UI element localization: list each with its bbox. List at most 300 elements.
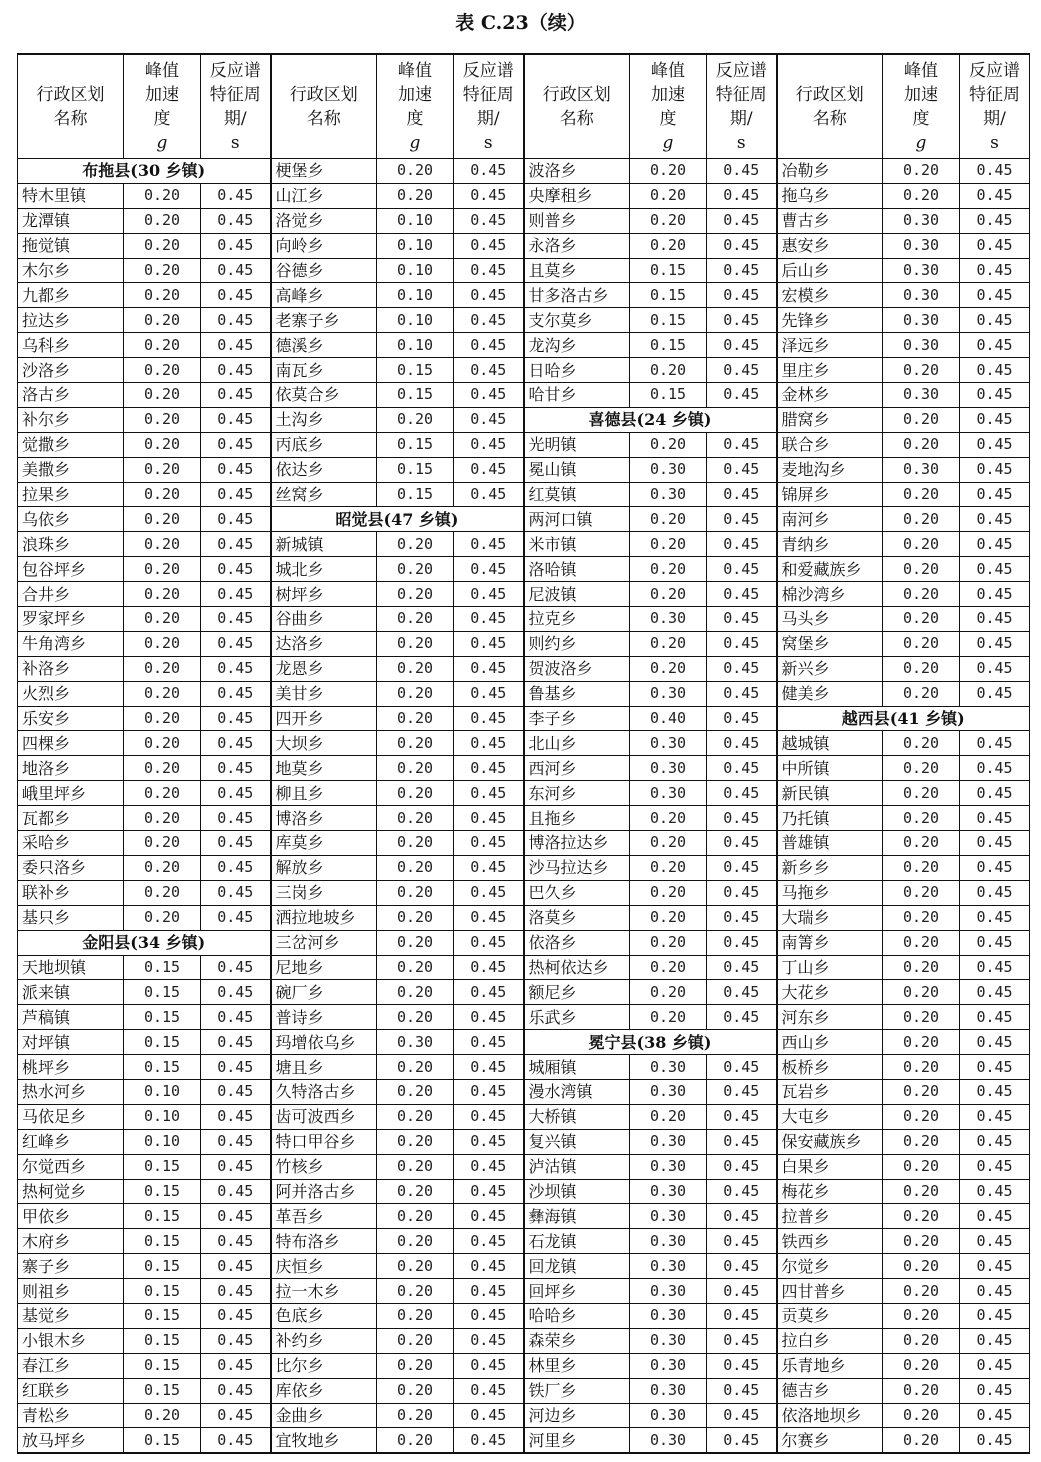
- peak-acceleration-value: 0.20: [124, 308, 201, 333]
- peak-acceleration-value: 0.20: [377, 1079, 454, 1104]
- peak-acceleration-value: 0.20: [124, 781, 201, 806]
- header-peak-acceleration: 峰值 加速 度 g: [883, 54, 960, 159]
- peak-acceleration-value: 0.20: [377, 1129, 454, 1154]
- peak-acceleration-value: 0.30: [630, 1129, 707, 1154]
- peak-acceleration-value: 0.20: [124, 208, 201, 233]
- peak-acceleration-value: 0.20: [377, 407, 454, 432]
- township-name: 基只乡: [18, 905, 124, 930]
- township-name: 河东乡: [777, 1005, 883, 1030]
- characteristic-period-value: 0.45: [454, 656, 524, 681]
- township-name: 包谷坪乡: [18, 557, 124, 582]
- township-name: 央摩租乡: [524, 183, 630, 208]
- township-name: 普雄镇: [777, 831, 883, 856]
- characteristic-period-value: 0.45: [960, 656, 1030, 681]
- characteristic-period-value: 0.45: [454, 532, 524, 557]
- township-name: 基觉乡: [18, 1303, 124, 1328]
- peak-acceleration-value: 0.20: [377, 1428, 454, 1453]
- township-name: 锦屏乡: [777, 482, 883, 507]
- characteristic-period-value: 0.45: [454, 283, 524, 308]
- characteristic-period-value: 0.45: [201, 1204, 271, 1229]
- peak-acceleration-value: 0.30: [630, 1378, 707, 1403]
- township-name: 腊窝乡: [777, 407, 883, 432]
- peak-acceleration-value: 0.20: [630, 955, 707, 980]
- township-name: 合井乡: [18, 582, 124, 607]
- township-name: 热柯依达乡: [524, 955, 630, 980]
- characteristic-period-value: 0.45: [707, 258, 777, 283]
- characteristic-period-value: 0.45: [201, 283, 271, 308]
- township-name: 甘多洛古乡: [524, 283, 630, 308]
- table-row: [18, 457, 1030, 482]
- township-name: 漫水湾镇: [524, 1079, 630, 1104]
- township-name: 寨子乡: [18, 1254, 124, 1279]
- peak-acceleration-value: 0.20: [124, 283, 201, 308]
- characteristic-period-value: 0.45: [960, 781, 1030, 806]
- peak-acceleration-value: 0.20: [377, 855, 454, 880]
- peak-acceleration-value: 0.20: [883, 1079, 960, 1104]
- characteristic-period-value: 0.45: [707, 656, 777, 681]
- township-name: 宏模乡: [777, 283, 883, 308]
- township-name: 柳且乡: [271, 781, 377, 806]
- peak-acceleration-value: 0.30: [377, 1030, 454, 1055]
- peak-acceleration-value: 0.20: [377, 607, 454, 632]
- characteristic-period-value: 0.45: [454, 905, 524, 930]
- characteristic-period-value: 0.45: [201, 831, 271, 856]
- characteristic-period-value: 0.45: [454, 631, 524, 656]
- peak-acceleration-value: 0.20: [377, 159, 454, 184]
- table-row: [18, 283, 1030, 308]
- characteristic-period-value: 0.45: [454, 557, 524, 582]
- characteristic-period-value: 0.45: [707, 1079, 777, 1104]
- characteristic-period-value: 0.45: [960, 980, 1030, 1005]
- peak-acceleration-value: 0.20: [883, 1254, 960, 1279]
- characteristic-period-value: 0.45: [707, 457, 777, 482]
- characteristic-period-value: 0.45: [201, 432, 271, 457]
- characteristic-period-value: 0.45: [201, 1055, 271, 1080]
- peak-acceleration-value: 0.20: [124, 457, 201, 482]
- characteristic-period-value: 0.45: [960, 831, 1030, 856]
- township-name: 瓦岩乡: [777, 1079, 883, 1104]
- header-name: 行政区划 名称: [271, 54, 377, 159]
- township-name: 梗堡乡: [271, 159, 377, 184]
- peak-acceleration-value: 0.15: [124, 1303, 201, 1328]
- table-row: [18, 333, 1030, 358]
- peak-acceleration-value: 0.20: [377, 781, 454, 806]
- peak-acceleration-value: 0.20: [124, 706, 201, 731]
- characteristic-period-value: 0.45: [454, 1055, 524, 1080]
- township-name: 齿可波西乡: [271, 1104, 377, 1129]
- header-characteristic-period: 反应谱 特征周 期/ s: [454, 54, 524, 159]
- peak-acceleration-value: 0.20: [883, 756, 960, 781]
- township-name: 德吉乡: [777, 1378, 883, 1403]
- table-row: [18, 208, 1030, 233]
- characteristic-period-value: 0.45: [201, 208, 271, 233]
- peak-acceleration-value: 0.20: [630, 208, 707, 233]
- characteristic-period-value: 0.45: [707, 532, 777, 557]
- township-name: 光明镇: [524, 432, 630, 457]
- characteristic-period-value: 0.45: [707, 855, 777, 880]
- characteristic-period-value: 0.45: [960, 855, 1030, 880]
- peak-acceleration-value: 0.30: [883, 383, 960, 408]
- township-name: 白果乡: [777, 1154, 883, 1179]
- characteristic-period-value: 0.45: [454, 756, 524, 781]
- township-name: 桃坪乡: [18, 1055, 124, 1080]
- township-name: 洛古乡: [18, 383, 124, 408]
- characteristic-period-value: 0.45: [454, 233, 524, 258]
- characteristic-period-value: 0.45: [454, 980, 524, 1005]
- peak-acceleration-value: 0.20: [630, 507, 707, 532]
- table-row: [18, 1378, 1030, 1403]
- characteristic-period-value: 0.45: [201, 358, 271, 383]
- characteristic-period-value: 0.45: [454, 582, 524, 607]
- characteristic-period-value: 0.45: [201, 308, 271, 333]
- township-name: 窝堡乡: [777, 631, 883, 656]
- peak-acceleration-value: 0.20: [124, 432, 201, 457]
- characteristic-period-value: 0.45: [201, 482, 271, 507]
- peak-acceleration-value: 0.10: [124, 1129, 201, 1154]
- township-name: 巴久乡: [524, 880, 630, 905]
- table-row: [18, 383, 1030, 408]
- characteristic-period-value: 0.45: [707, 1154, 777, 1179]
- township-name: 哈哈乡: [524, 1303, 630, 1328]
- township-name: 金曲乡: [271, 1403, 377, 1428]
- peak-acceleration-value: 0.20: [883, 1303, 960, 1328]
- peak-acceleration-value: 0.10: [124, 1079, 201, 1104]
- characteristic-period-value: 0.45: [960, 1104, 1030, 1129]
- peak-acceleration-value: 0.30: [630, 1179, 707, 1204]
- peak-acceleration-value: 0.30: [630, 1229, 707, 1254]
- characteristic-period-value: 0.45: [960, 457, 1030, 482]
- township-name: 拉果乡: [18, 482, 124, 507]
- township-name: 里庄乡: [777, 358, 883, 383]
- peak-acceleration-value: 0.20: [630, 656, 707, 681]
- header-peak-acceleration: 峰值 加速 度 g: [377, 54, 454, 159]
- peak-acceleration-value: 0.20: [883, 1154, 960, 1179]
- township-name: 后山乡: [777, 258, 883, 283]
- township-name: 龙潭镇: [18, 208, 124, 233]
- characteristic-period-value: 0.45: [707, 1129, 777, 1154]
- township-name: 尔觉西乡: [18, 1154, 124, 1179]
- township-name: 西河乡: [524, 756, 630, 781]
- township-name: 派来镇: [18, 980, 124, 1005]
- township-name: 红莫镇: [524, 482, 630, 507]
- township-name: 四棵乡: [18, 731, 124, 756]
- peak-acceleration-value: 0.10: [377, 308, 454, 333]
- peak-acceleration-value: 0.20: [883, 1279, 960, 1304]
- township-name: 则普乡: [524, 208, 630, 233]
- township-name: 木尔乡: [18, 258, 124, 283]
- peak-acceleration-value: 0.20: [124, 806, 201, 831]
- township-name: 土沟乡: [271, 407, 377, 432]
- header-name: 行政区划 名称: [777, 54, 883, 159]
- characteristic-period-value: 0.45: [454, 159, 524, 184]
- township-name: 泽远乡: [777, 333, 883, 358]
- peak-acceleration-value: 0.20: [377, 681, 454, 706]
- header-characteristic-period: 反应谱 特征周 期/ s: [960, 54, 1030, 159]
- peak-acceleration-value: 0.15: [124, 1005, 201, 1030]
- peak-acceleration-value: 0.15: [377, 432, 454, 457]
- characteristic-period-value: 0.45: [960, 1055, 1030, 1080]
- header-peak-acceleration: 峰值 加速 度 g: [124, 54, 201, 159]
- township-name: 采哈乡: [18, 831, 124, 856]
- table-row: [18, 1204, 1030, 1229]
- table-row: [18, 258, 1030, 283]
- characteristic-period-value: 0.45: [960, 1428, 1030, 1453]
- peak-acceleration-value: 0.30: [630, 1279, 707, 1304]
- characteristic-period-value: 0.45: [201, 1279, 271, 1304]
- characteristic-period-value: 0.45: [707, 159, 777, 184]
- table-row: [18, 1055, 1030, 1080]
- characteristic-period-value: 0.45: [454, 831, 524, 856]
- peak-acceleration-value: 0.20: [883, 681, 960, 706]
- peak-acceleration-value: 0.20: [124, 183, 201, 208]
- township-name: 尼地乡: [271, 955, 377, 980]
- township-name: 拖乌乡: [777, 183, 883, 208]
- township-name: 四开乡: [271, 706, 377, 731]
- township-name: 拖觉镇: [18, 233, 124, 258]
- header-name: 行政区划 名称: [18, 54, 124, 159]
- township-name: 补尔乡: [18, 407, 124, 432]
- characteristic-period-value: 0.45: [201, 333, 271, 358]
- peak-acceleration-value: 0.20: [883, 781, 960, 806]
- characteristic-period-value: 0.45: [707, 208, 777, 233]
- characteristic-period-value: 0.45: [960, 333, 1030, 358]
- peak-acceleration-value: 0.15: [377, 358, 454, 383]
- characteristic-period-value: 0.45: [201, 905, 271, 930]
- characteristic-period-value: 0.45: [201, 507, 271, 532]
- characteristic-period-value: 0.45: [707, 781, 777, 806]
- characteristic-period-value: 0.45: [201, 781, 271, 806]
- township-name: 城北乡: [271, 557, 377, 582]
- peak-acceleration-value: 0.20: [377, 1055, 454, 1080]
- peak-acceleration-value: 0.20: [124, 358, 201, 383]
- peak-acceleration-value: 0.10: [377, 208, 454, 233]
- characteristic-period-value: 0.45: [960, 905, 1030, 930]
- township-name: 铁厂乡: [524, 1378, 630, 1403]
- table-row: [18, 1428, 1030, 1453]
- table-row: [18, 308, 1030, 333]
- peak-acceleration-value: 0.20: [883, 1378, 960, 1403]
- township-name: 大桥镇: [524, 1104, 630, 1129]
- characteristic-period-value: 0.45: [201, 1229, 271, 1254]
- peak-acceleration-value: 0.20: [883, 731, 960, 756]
- township-name: 金林乡: [777, 383, 883, 408]
- township-name: 洛觉乡: [271, 208, 377, 233]
- township-name: 曹古乡: [777, 208, 883, 233]
- township-name: 铁西乡: [777, 1229, 883, 1254]
- township-name: 拉一木乡: [271, 1279, 377, 1304]
- characteristic-period-value: 0.45: [960, 806, 1030, 831]
- characteristic-period-value: 0.45: [960, 1229, 1030, 1254]
- township-name: 宜牧地乡: [271, 1428, 377, 1453]
- peak-acceleration-value: 0.20: [124, 507, 201, 532]
- peak-acceleration-value: 0.20: [124, 756, 201, 781]
- characteristic-period-value: 0.45: [201, 1303, 271, 1328]
- table-row: [18, 358, 1030, 383]
- characteristic-period-value: 0.45: [201, 607, 271, 632]
- county-heading: 布拖县(30 乡镇): [18, 159, 271, 184]
- characteristic-period-value: 0.45: [707, 756, 777, 781]
- characteristic-period-value: 0.45: [707, 1229, 777, 1254]
- peak-acceleration-value: 0.30: [630, 1254, 707, 1279]
- peak-acceleration-value: 0.40: [630, 706, 707, 731]
- characteristic-period-value: 0.45: [454, 731, 524, 756]
- characteristic-period-value: 0.45: [707, 806, 777, 831]
- characteristic-period-value: 0.45: [454, 1328, 524, 1353]
- characteristic-period-value: 0.45: [201, 631, 271, 656]
- peak-acceleration-value: 0.20: [630, 532, 707, 557]
- peak-acceleration-value: 0.15: [630, 258, 707, 283]
- peak-acceleration-value: 0.15: [124, 1378, 201, 1403]
- characteristic-period-value: 0.45: [707, 955, 777, 980]
- township-name: 棉沙湾乡: [777, 582, 883, 607]
- peak-acceleration-value: 0.15: [377, 457, 454, 482]
- characteristic-period-value: 0.45: [201, 731, 271, 756]
- peak-acceleration-value: 0.20: [377, 582, 454, 607]
- township-name: 牛角湾乡: [18, 631, 124, 656]
- peak-acceleration-value: 0.15: [124, 1204, 201, 1229]
- characteristic-period-value: 0.45: [707, 1005, 777, 1030]
- peak-acceleration-value: 0.20: [124, 407, 201, 432]
- township-name: 瓦都乡: [18, 806, 124, 831]
- table-row: [18, 1179, 1030, 1204]
- township-name: 河边乡: [524, 1403, 630, 1428]
- peak-acceleration-value: 0.20: [883, 432, 960, 457]
- peak-acceleration-value: 0.30: [883, 233, 960, 258]
- characteristic-period-value: 0.45: [960, 955, 1030, 980]
- township-name: 依达乡: [271, 457, 377, 482]
- township-name: 沙马拉达乡: [524, 855, 630, 880]
- characteristic-period-value: 0.45: [960, 1378, 1030, 1403]
- characteristic-period-value: 0.45: [201, 532, 271, 557]
- township-name: 南瓦乡: [271, 358, 377, 383]
- characteristic-period-value: 0.45: [960, 1403, 1030, 1428]
- peak-acceleration-value: 0.20: [124, 880, 201, 905]
- peak-acceleration-value: 0.30: [630, 781, 707, 806]
- characteristic-period-value: 0.45: [960, 482, 1030, 507]
- peak-acceleration-value: 0.20: [883, 1129, 960, 1154]
- peak-acceleration-value: 0.20: [883, 631, 960, 656]
- peak-acceleration-value: 0.15: [630, 383, 707, 408]
- peak-acceleration-value: 0.20: [124, 532, 201, 557]
- township-name: 梅花乡: [777, 1179, 883, 1204]
- characteristic-period-value: 0.45: [201, 407, 271, 432]
- characteristic-period-value: 0.45: [454, 681, 524, 706]
- peak-acceleration-value: 0.20: [377, 706, 454, 731]
- characteristic-period-value: 0.45: [960, 1179, 1030, 1204]
- characteristic-period-value: 0.45: [960, 1129, 1030, 1154]
- township-name: 冕山镇: [524, 457, 630, 482]
- township-name: 联补乡: [18, 880, 124, 905]
- characteristic-period-value: 0.45: [960, 258, 1030, 283]
- table-row: [18, 1005, 1030, 1030]
- peak-acceleration-value: 0.20: [630, 159, 707, 184]
- characteristic-period-value: 0.45: [707, 980, 777, 1005]
- characteristic-period-value: 0.45: [201, 1328, 271, 1353]
- characteristic-period-value: 0.45: [454, 1154, 524, 1179]
- peak-acceleration-value: 0.30: [883, 308, 960, 333]
- peak-acceleration-value: 0.20: [883, 955, 960, 980]
- table-row: [18, 930, 1030, 955]
- peak-acceleration-value: 0.20: [377, 756, 454, 781]
- peak-acceleration-value: 0.30: [883, 258, 960, 283]
- characteristic-period-value: 0.45: [707, 432, 777, 457]
- township-name: 地莫乡: [271, 756, 377, 781]
- township-name: 依莫合乡: [271, 383, 377, 408]
- township-name: 热柯觉乡: [18, 1179, 124, 1204]
- peak-acceleration-value: 0.20: [883, 1403, 960, 1428]
- township-name: 青纳乡: [777, 532, 883, 557]
- township-name: 新乡乡: [777, 855, 883, 880]
- peak-acceleration-value: 0.20: [377, 731, 454, 756]
- township-name: 春江乡: [18, 1353, 124, 1378]
- peak-acceleration-value: 0.10: [124, 1104, 201, 1129]
- characteristic-period-value: 0.45: [960, 358, 1030, 383]
- township-name: 洒拉地坡乡: [271, 905, 377, 930]
- characteristic-period-value: 0.45: [960, 383, 1030, 408]
- characteristic-period-value: 0.45: [454, 333, 524, 358]
- peak-acceleration-value: 0.15: [124, 980, 201, 1005]
- characteristic-period-value: 0.45: [454, 1079, 524, 1104]
- characteristic-period-value: 0.45: [454, 1279, 524, 1304]
- characteristic-period-value: 0.45: [960, 557, 1030, 582]
- characteristic-period-value: 0.45: [707, 1403, 777, 1428]
- peak-acceleration-value: 0.20: [124, 1403, 201, 1428]
- township-name: 健美乡: [777, 681, 883, 706]
- peak-acceleration-value: 0.15: [124, 1428, 201, 1453]
- characteristic-period-value: 0.45: [454, 432, 524, 457]
- township-name: 地洛乡: [18, 756, 124, 781]
- township-name: 乌科乡: [18, 333, 124, 358]
- township-name: 树坪乡: [271, 582, 377, 607]
- township-name: 四甘普乡: [777, 1279, 883, 1304]
- table-row: [18, 855, 1030, 880]
- characteristic-period-value: 0.45: [454, 1403, 524, 1428]
- characteristic-period-value: 0.45: [960, 159, 1030, 184]
- peak-acceleration-value: 0.30: [883, 457, 960, 482]
- peak-acceleration-value: 0.15: [124, 1229, 201, 1254]
- peak-acceleration-value: 0.20: [630, 183, 707, 208]
- characteristic-period-value: 0.45: [454, 781, 524, 806]
- characteristic-period-value: 0.45: [960, 731, 1030, 756]
- characteristic-period-value: 0.45: [201, 756, 271, 781]
- characteristic-period-value: 0.45: [201, 457, 271, 482]
- township-name: 委只洛乡: [18, 855, 124, 880]
- characteristic-period-value: 0.45: [960, 1254, 1030, 1279]
- characteristic-period-value: 0.45: [454, 1129, 524, 1154]
- township-name: 特木里镇: [18, 183, 124, 208]
- county-heading: 越西县(41 乡镇): [777, 706, 1030, 731]
- peak-acceleration-value: 0.15: [630, 308, 707, 333]
- township-name: 中所镇: [777, 756, 883, 781]
- peak-acceleration-value: 0.20: [883, 557, 960, 582]
- peak-acceleration-value: 0.20: [883, 607, 960, 632]
- table-row: [18, 482, 1030, 507]
- characteristic-period-value: 0.45: [960, 532, 1030, 557]
- characteristic-period-value: 0.45: [201, 706, 271, 731]
- table-row: [18, 880, 1030, 905]
- township-name: 色底乡: [271, 1303, 377, 1328]
- characteristic-period-value: 0.45: [201, 980, 271, 1005]
- township-name: 乌依乡: [18, 507, 124, 532]
- peak-acceleration-value: 0.20: [883, 482, 960, 507]
- peak-acceleration-value: 0.30: [630, 1079, 707, 1104]
- township-name: 向岭乡: [271, 233, 377, 258]
- township-name: 先锋乡: [777, 308, 883, 333]
- characteristic-period-value: 0.45: [707, 183, 777, 208]
- peak-acceleration-value: 0.20: [630, 1104, 707, 1129]
- table-row: [18, 1254, 1030, 1279]
- characteristic-period-value: 0.45: [201, 855, 271, 880]
